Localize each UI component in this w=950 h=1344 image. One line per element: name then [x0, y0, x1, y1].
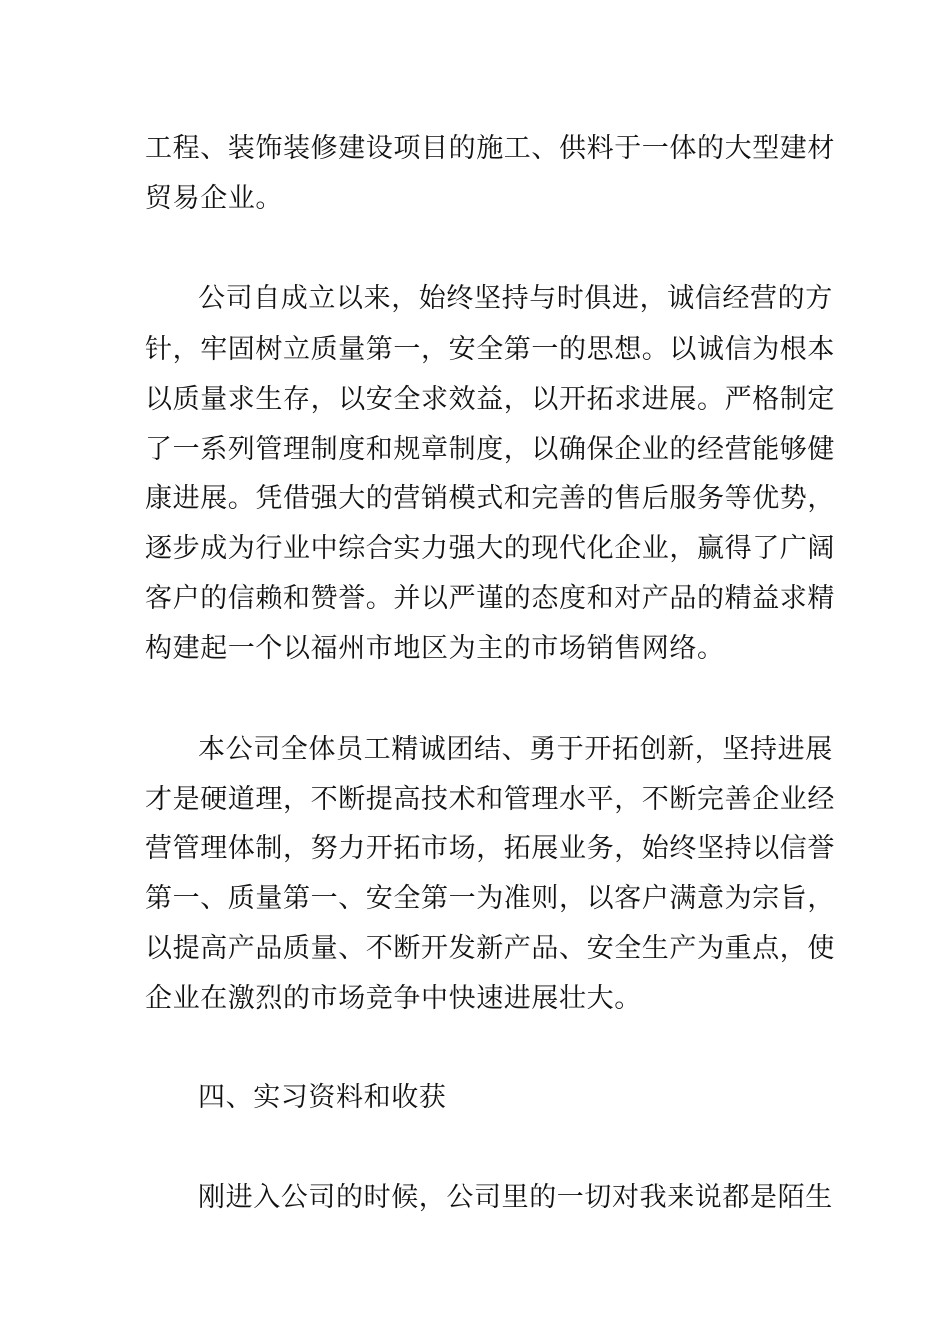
text-line: 康进展。凭借强大的营销模式和完善的售后服务等优势， — [145, 483, 835, 514]
text-line: 针，牢固树立质量第一，安全第一的思想。以诚信为根本 — [145, 334, 835, 365]
text-line: 才是硬道理，不断提高技术和管理水平，不断完善企业经 — [145, 784, 835, 815]
text-line: 了一系列管理制度和规章制度，以确保企业的经营能够健 — [145, 434, 835, 465]
text-line: 公司自成立以来，始终坚持与时俱进，诚信经营的方 — [198, 283, 833, 314]
text-line: 构建起一个以福州市地区为主的市场销售网络。 — [145, 633, 725, 664]
text-line: 本公司全体员工精诚团结、勇于开拓创新，坚持进展 — [198, 734, 833, 765]
text-line: 刚进入公司的时候，公司里的一切对我来说都是陌生 — [198, 1182, 833, 1213]
text-line: 营管理体制，努力开拓市场，拓展业务，始终坚持以信誉 — [145, 833, 835, 864]
text-line: 以质量求生存，以安全求效益，以开拓求进展。严格制定 — [145, 384, 835, 415]
text-line: 逐步成为行业中综合实力强大的现代化企业，赢得了广阔 — [145, 533, 835, 564]
text-line: 贸易企业。 — [145, 183, 283, 214]
text-line: 企业在激烈的市场竞争中快速进展壮大。 — [145, 983, 642, 1014]
section-heading: 四、实习资料和收获 — [198, 1082, 447, 1113]
text-line: 第一、质量第一、安全第一为准则，以客户满意为宗旨， — [145, 883, 835, 914]
text-line: 以提高产品质量、不断开发新产品、安全生产为重点，使 — [145, 933, 835, 964]
text-line: 工程、装饰装修建设项目的施工、供料于一体的大型建材 — [145, 133, 835, 164]
text-line: 客户的信赖和赞誉。并以严谨的态度和对产品的精益求精 — [145, 583, 835, 614]
